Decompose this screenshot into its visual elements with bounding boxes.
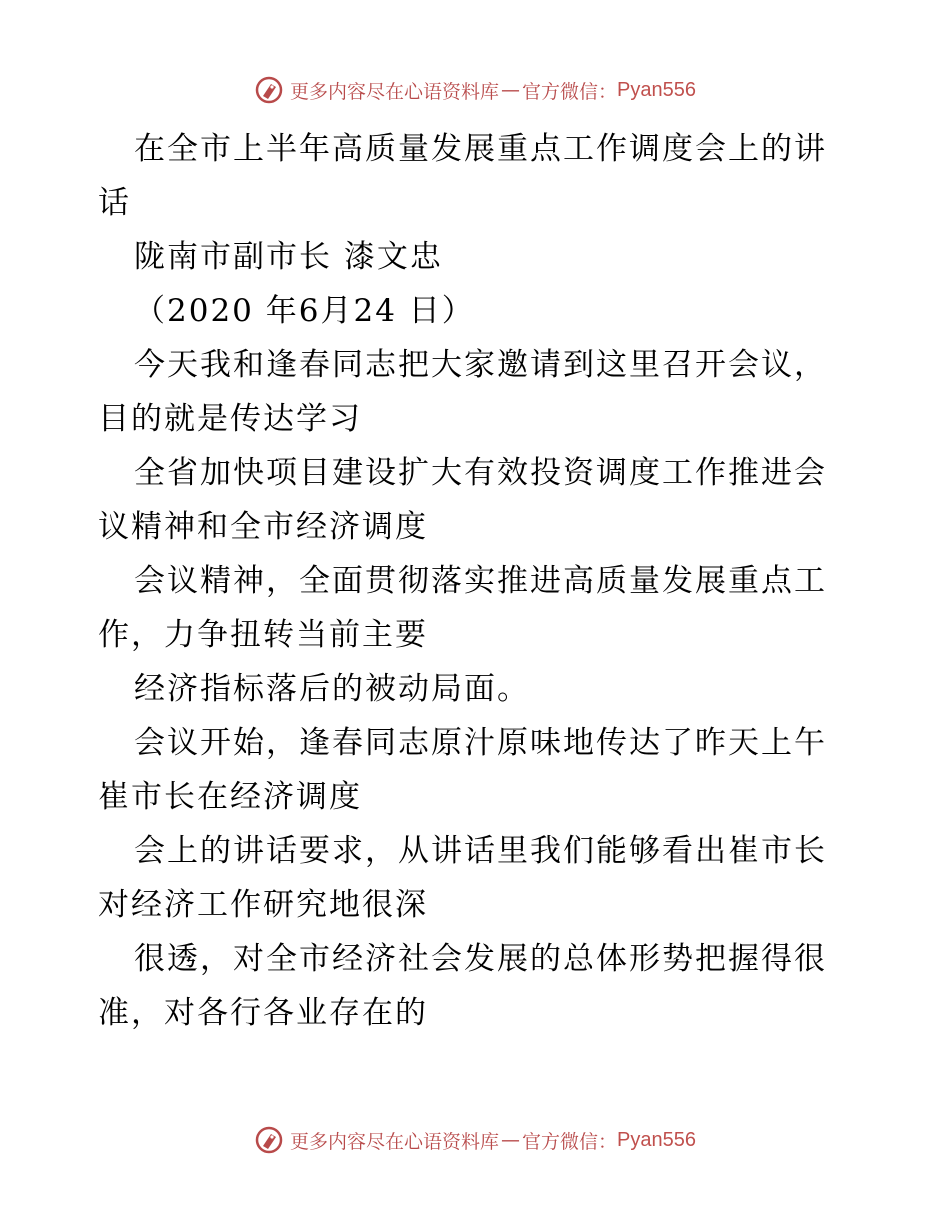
paragraph-line: 准，对各行各业存在的 xyxy=(98,995,428,1031)
header-wechat-label: 官方微信： xyxy=(522,80,618,103)
paragraph-line: 崔市长在经济调度 xyxy=(98,779,362,815)
paragraph-line: 对经济工作研究地很深 xyxy=(98,887,428,923)
pen-nib-icon xyxy=(254,1125,284,1155)
header-banner xyxy=(0,70,950,110)
header-separator: — xyxy=(501,79,521,101)
paragraph-line: 议精神和全市经济调度 xyxy=(98,509,428,545)
footer-separator: — xyxy=(501,1129,521,1151)
header-text: 更多内容尽在心语资料库 xyxy=(290,80,500,103)
title-line-1: 在全市上半年高质量发展重点工作调度会上的讲 xyxy=(134,131,827,167)
paragraph-line: 全省加快项目建设扩大有效投资调度工作推进会 xyxy=(134,455,827,491)
paragraph-line: 很透，对全市经济社会发展的总体形势把握得很 xyxy=(134,941,827,977)
paragraph-line: 作，力争扭转当前主要 xyxy=(98,617,428,653)
footer-wechat-label: 官方微信： xyxy=(522,1130,618,1153)
paragraph-line: 会议开始，逢春同志原汁原味地传达了昨天上午 xyxy=(134,725,827,761)
pen-nib-icon xyxy=(254,75,284,105)
paragraph-line: 会上的讲话要求，从讲话里我们能够看出崔市长 xyxy=(134,833,827,869)
paragraph-line: 今天我和逢春同志把大家邀请到这里召开会议， xyxy=(134,347,827,383)
header-wechat-id: Pyan556 xyxy=(617,78,696,101)
document-body xyxy=(98,122,858,1040)
paragraph-line: 经济指标落后的被动局面。 xyxy=(134,671,530,707)
footer-banner xyxy=(0,1120,950,1160)
date-line: （2020 年6月24 日） xyxy=(134,293,475,329)
footer-text: 更多内容尽在心语资料库 xyxy=(290,1130,500,1153)
paragraph-line: 目的就是传达学习 xyxy=(98,401,362,437)
footer-wechat-id: Pyan556 xyxy=(617,1128,696,1151)
author-line: 陇南市副市长 漆文忠 xyxy=(134,239,443,275)
title-line-2: 话 xyxy=(98,185,131,221)
paragraph-line: 会议精神，全面贯彻落实推进高质量发展重点工 xyxy=(134,563,827,599)
